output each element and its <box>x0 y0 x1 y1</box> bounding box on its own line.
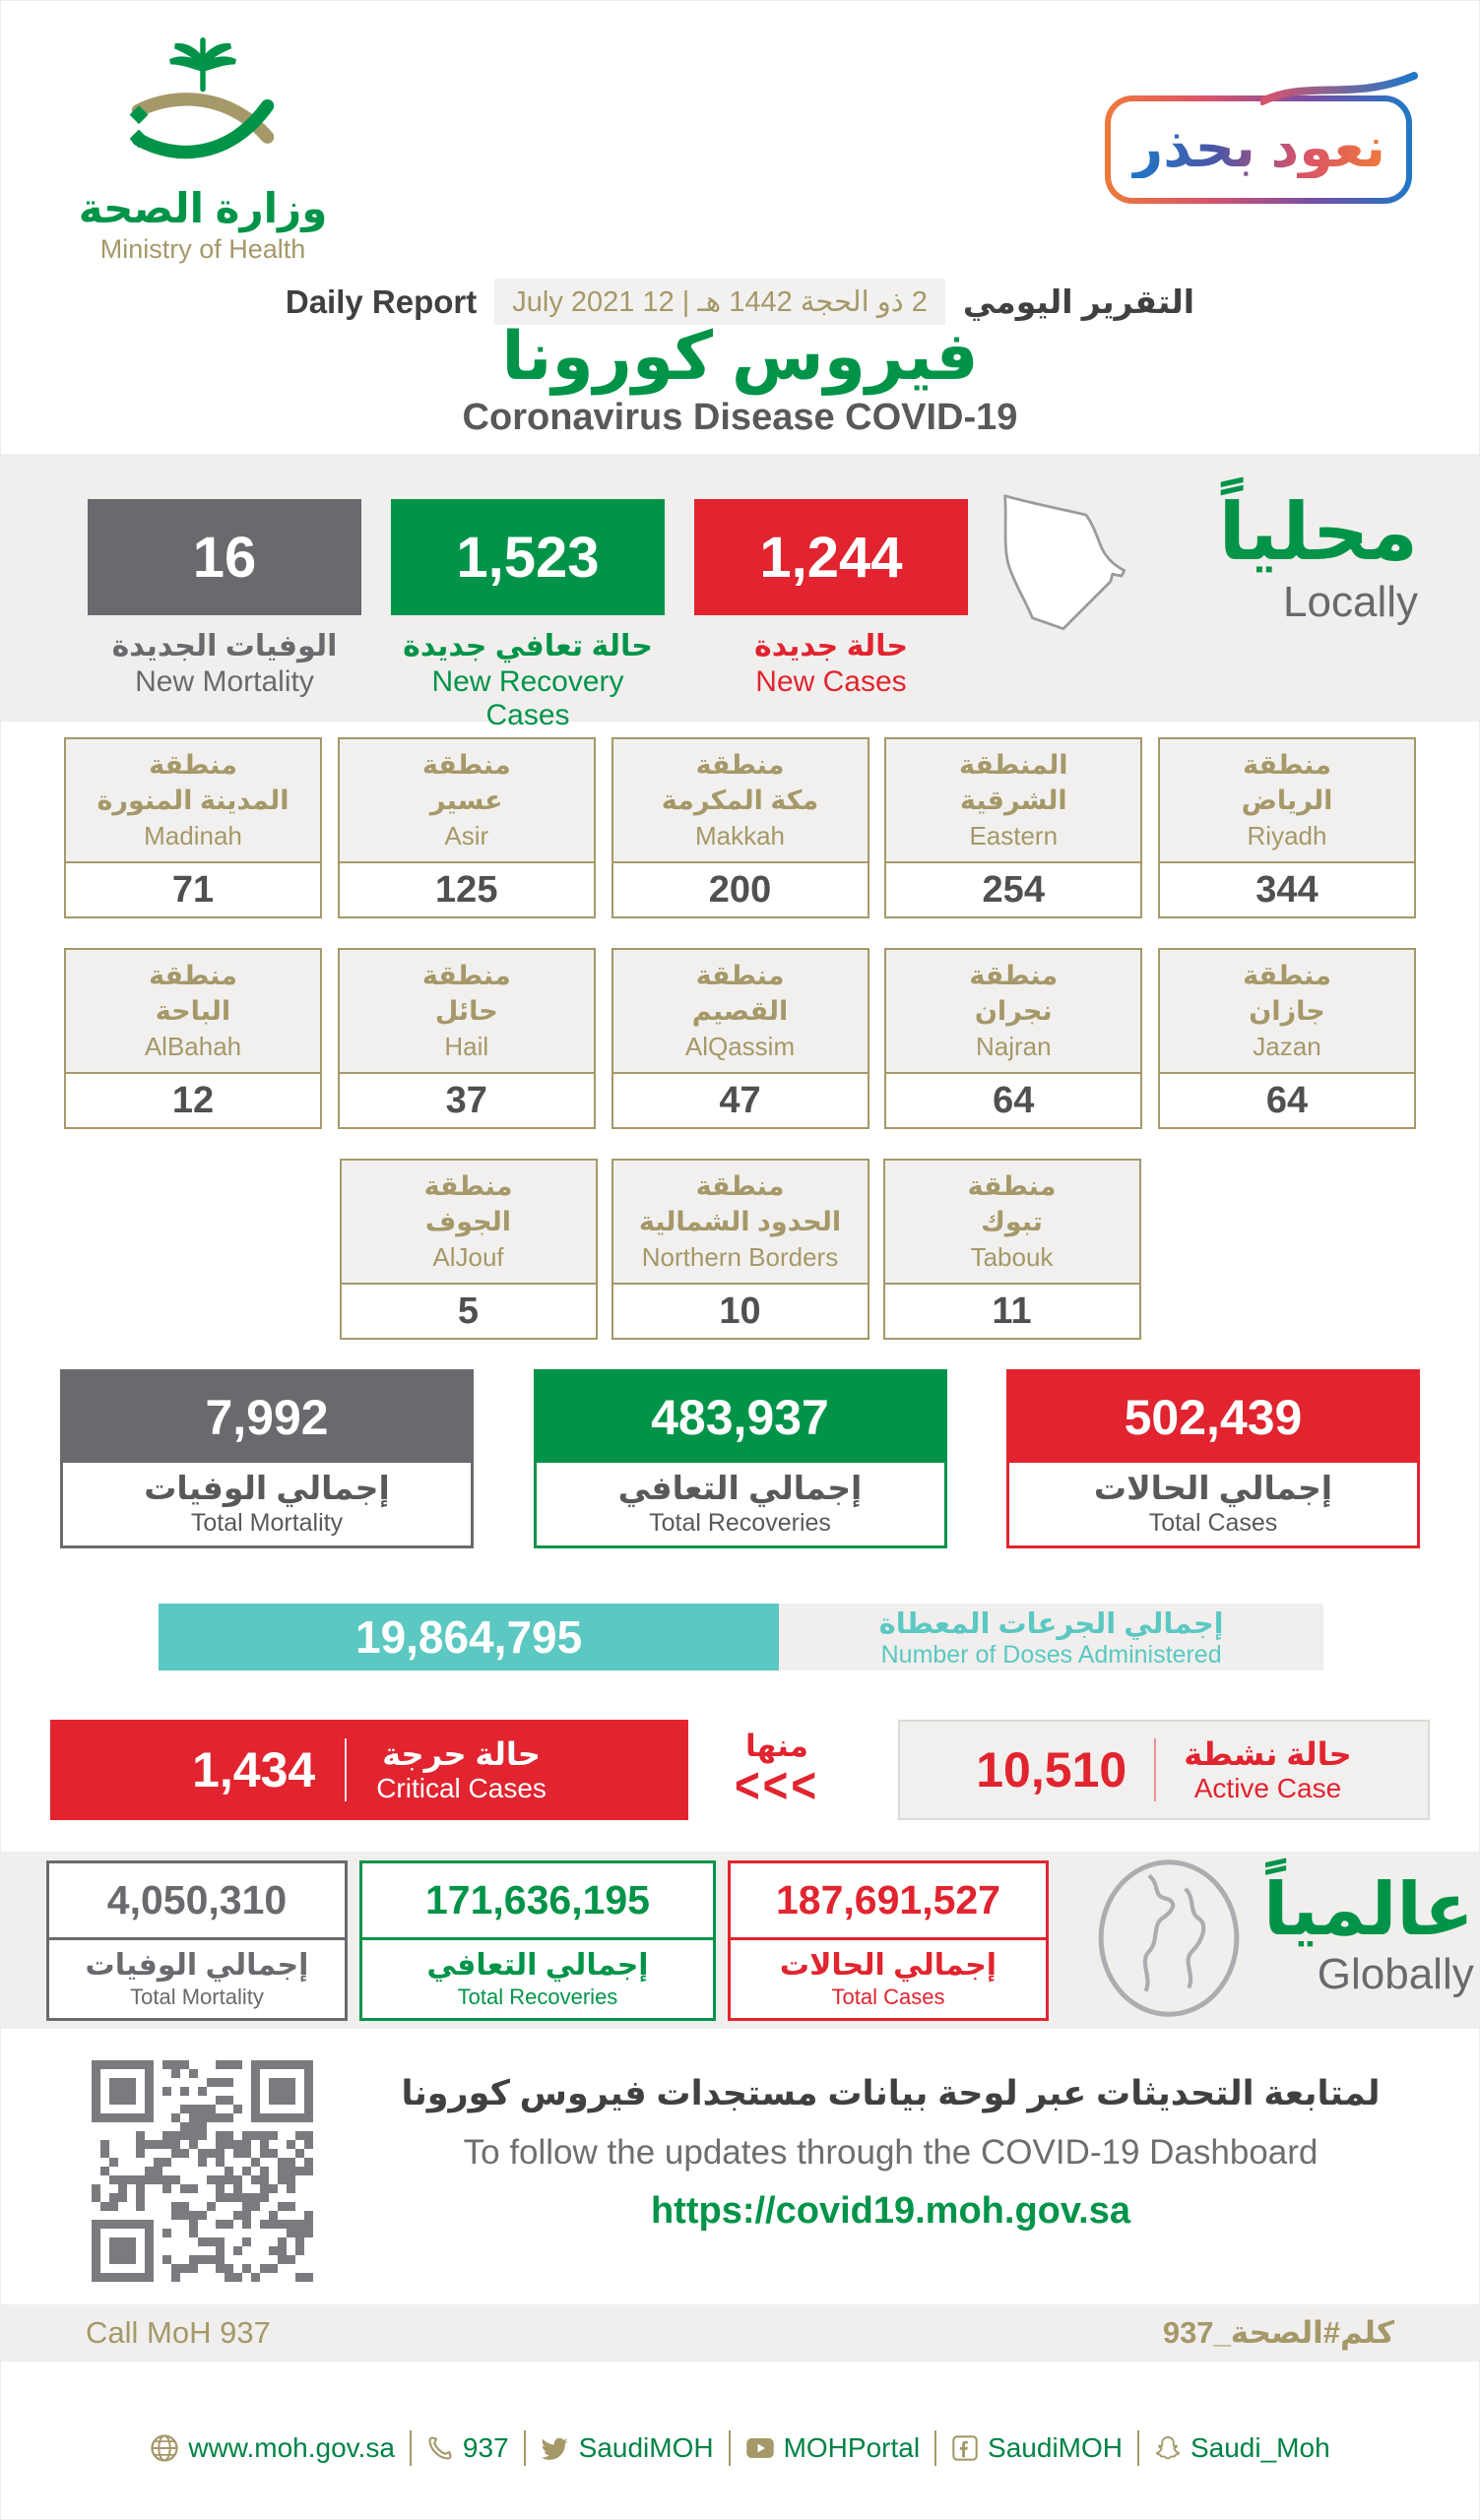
region-new-cases-value: 125 <box>435 868 498 911</box>
region-card <box>338 948 596 1129</box>
facebook-label: SaudiMOH <box>988 2432 1123 2463</box>
critical-cases-label-english: Critical Cases <box>376 1773 547 1803</box>
region-name-arabic: منطقة حائل <box>421 961 511 1027</box>
call-moh-label: Call MoH 937 <box>86 2315 271 2350</box>
region-name-english: AlJouf <box>432 1241 504 1272</box>
region-card-header <box>886 739 1140 863</box>
logo-title-arabic: وزارة الصحة <box>78 185 328 231</box>
global-total-label-arabic: إجمالي الوفيات <box>85 1948 309 1982</box>
region-new-cases-value: 11 <box>992 1290 1032 1332</box>
global-total-value: 171,636,195 <box>362 1863 713 1940</box>
globally-heading <box>1263 1868 1474 2007</box>
critical-cases-labels <box>376 1735 547 1804</box>
twitter-label: SaudiMOH <box>578 2432 714 2463</box>
region-card-header <box>340 739 594 863</box>
footer-links <box>1 2430 1479 2466</box>
regions-row-1 <box>64 737 1416 918</box>
global-boxes <box>46 1860 1049 2021</box>
local-stat-label-english: New Recovery Cases <box>431 665 624 731</box>
global-total-label-arabic: إجمالي التعافي <box>426 1948 649 1982</box>
region-name-english: Northern Borders <box>641 1241 839 1272</box>
page-title-arabic: فيروس كورونا <box>501 319 979 394</box>
moh-palm-swords-icon <box>119 34 287 182</box>
region-new-cases-value: 10 <box>719 1290 761 1332</box>
region-name-arabic: منطقة عسير <box>421 750 511 816</box>
local-stat-card <box>694 499 968 722</box>
region-new-cases-value: 254 <box>982 868 1045 911</box>
global-total-label-english: Total Mortality <box>130 1984 264 2009</box>
critical-cases-label-arabic: حالة حرجة <box>382 1736 541 1772</box>
region-card-header <box>613 1161 868 1285</box>
report-label-english: Daily Report <box>285 283 478 320</box>
region-card <box>1158 737 1416 918</box>
total-card <box>534 1369 947 1548</box>
global-total-label-english: Total Recoveries <box>457 1984 618 2009</box>
region-card-header <box>885 1161 1139 1285</box>
region-card <box>884 948 1142 1129</box>
global-total-card <box>46 1860 348 2021</box>
website-link[interactable] <box>150 2432 395 2464</box>
moh-logo <box>75 34 331 265</box>
youtube-label: MOHPortal <box>783 2432 921 2463</box>
chevrons-left-icon: <<< <box>734 1758 820 1814</box>
local-stat-card <box>88 499 361 722</box>
qr-code <box>92 2060 316 2285</box>
region-name-arabic: منطقة الحدود الشمالية <box>638 1171 842 1237</box>
youtube-icon <box>745 2435 775 2461</box>
logo-title-english: Ministry of Health <box>99 234 306 264</box>
global-total-value: 4,050,310 <box>49 1863 345 1940</box>
snapchat-label: Saudi_Moh <box>1190 2432 1330 2463</box>
total-card <box>60 1369 474 1548</box>
globally-heading-english: Globally <box>1317 1950 1474 1998</box>
region-new-cases-value: 12 <box>171 1079 215 1121</box>
region-name-arabic: منطقة الجوف <box>423 1171 513 1237</box>
doses-label-english: Number of Doses Administered <box>880 1641 1222 1669</box>
region-card <box>884 737 1142 918</box>
global-total-card <box>359 1860 716 2021</box>
region-name-arabic: منطقة مكة المكرمة <box>661 750 819 816</box>
local-stat-value: 1,244 <box>694 499 968 615</box>
total-label-english: Total Cases <box>1148 1509 1278 1537</box>
region-new-cases-value: 71 <box>171 868 215 911</box>
region-card <box>64 948 322 1129</box>
region-name-arabic: منطقة جازان <box>1243 961 1331 1027</box>
region-card <box>611 948 869 1129</box>
region-card-header <box>66 950 320 1074</box>
snapchat-icon <box>1154 2434 1182 2462</box>
region-name-arabic: منطقة الباحة <box>149 961 237 1027</box>
badge-text: نعود بحذر <box>1130 116 1385 178</box>
header <box>1 1 1479 454</box>
region-name-arabic: منطقة تبوك <box>967 1171 1057 1237</box>
region-card <box>883 1159 1141 1340</box>
local-stat-label-english: New Mortality <box>135 665 314 698</box>
global-total-label-english: Total Cases <box>831 1984 945 2009</box>
region-name-arabic: منطقة المدينة المنورة <box>97 750 290 816</box>
globally-heading-arabic: عالمياً <box>1263 1868 1474 1950</box>
region-card-header <box>1160 739 1414 863</box>
active-cases-labels <box>1184 1735 1352 1804</box>
active-cases-label-arabic: حالة نشطة <box>1184 1736 1352 1772</box>
divider <box>1154 1738 1156 1801</box>
local-totals-row <box>1 1369 1479 1548</box>
region-card-header <box>613 950 868 1074</box>
local-stat-label-english: New Cases <box>755 665 907 698</box>
facebook-link[interactable] <box>951 2432 1123 2464</box>
critical-active-row <box>50 1720 1430 1820</box>
global-total-card <box>728 1860 1049 2021</box>
region-card-header <box>886 950 1140 1074</box>
region-name-english: Madinah <box>144 820 242 850</box>
region-card-header <box>613 739 868 863</box>
separator <box>1137 2430 1139 2466</box>
globe-icon <box>150 2433 179 2463</box>
regions-grid <box>1 722 1479 1340</box>
separator <box>524 2430 526 2466</box>
region-new-cases-value: 64 <box>993 1079 1035 1121</box>
doses-label <box>779 1604 1323 1670</box>
region-card <box>64 737 322 918</box>
region-name-arabic: منطقة الرياض <box>1241 750 1333 816</box>
region-name-english: Makkah <box>694 820 786 850</box>
local-stat-label-arabic: حالة جديدة <box>754 630 908 662</box>
region-card <box>611 1159 869 1340</box>
region-name-english: Najran <box>975 1031 1052 1061</box>
region-name-english: Eastern <box>969 820 1059 850</box>
total-value: 483,937 <box>537 1372 944 1463</box>
region-new-cases-value: 200 <box>708 868 772 911</box>
region-card <box>338 737 596 918</box>
local-stat-value: 16 <box>88 499 361 615</box>
twitter-link[interactable] <box>541 2432 714 2464</box>
doses-value: 19,864,795 <box>159 1604 779 1670</box>
report-label-arabic: التقرير اليومي <box>962 284 1195 320</box>
local-stat-label-arabic: حالة تعافي جديدة <box>403 630 653 662</box>
twitter-icon <box>541 2433 570 2463</box>
phone-icon <box>426 2434 454 2462</box>
total-card <box>1006 1369 1420 1548</box>
globally-section <box>1 1852 1479 2029</box>
separator <box>934 2430 936 2466</box>
doses-label-arabic: إجمالي الجرعات المعطاة <box>878 1608 1224 1640</box>
dashboard-text <box>346 2074 1436 2233</box>
total-label-arabic: إجمالي التعافي <box>617 1470 863 1506</box>
regions-row-2 <box>64 948 1416 1129</box>
report-date: 2 ذو الحجة 1442 هـ | 12 July 2021 <box>494 279 945 325</box>
dashboard-line-arabic: لمتابعة التحديثات عبر لوحة بيانات مستجدات فيروس كورونا <box>401 2074 1381 2112</box>
youtube-link[interactable] <box>745 2432 920 2464</box>
region-name-english: Asir <box>444 820 489 850</box>
phone-link[interactable] <box>426 2432 509 2464</box>
region-name-english: AlBahah <box>144 1031 242 1061</box>
total-label-arabic: إجمالي الوفيات <box>144 1470 390 1506</box>
region-name-arabic: منطقة نجران <box>969 961 1059 1027</box>
return-with-caution-badge <box>1105 95 1412 204</box>
region-name-english: Tabouk <box>970 1241 1054 1272</box>
local-stat-value: 1,523 <box>391 499 665 615</box>
region-name-arabic: منطقة القصيم <box>691 961 789 1027</box>
region-card <box>1158 948 1416 1129</box>
region-new-cases-value: 64 <box>1265 1079 1309 1121</box>
saudi-arabia-map-icon <box>976 480 1158 655</box>
region-name-arabic: المنطقة الشرقية <box>958 750 1068 816</box>
total-label-arabic: إجمالي الحالات <box>1093 1470 1333 1506</box>
critical-cases-value: 1,434 <box>192 1742 316 1797</box>
active-cases-card <box>898 1720 1430 1820</box>
hashtag-arabic: كلم#الصحة_937 <box>1162 2315 1394 2350</box>
region-new-cases-value: 5 <box>457 1290 480 1332</box>
website-label: www.moh.gov.sa <box>188 2432 395 2463</box>
locally-heading-english: Locally <box>1283 578 1418 626</box>
region-card <box>340 1159 598 1340</box>
region-card-header <box>340 950 594 1074</box>
regions-row-3 <box>64 1159 1416 1340</box>
local-stat-card <box>391 499 665 731</box>
of-which-word: منها <box>745 1729 808 1763</box>
total-value: 502,439 <box>1009 1372 1417 1463</box>
snapchat-link[interactable] <box>1154 2432 1330 2464</box>
region-new-cases-value: 37 <box>445 1079 487 1121</box>
badge-swoosh-icon <box>1260 72 1418 105</box>
total-label-english: Total Mortality <box>190 1509 344 1537</box>
doses-administered-bar <box>159 1604 1323 1670</box>
dashboard-section <box>1 2058 1479 2304</box>
facebook-icon <box>951 2434 979 2462</box>
global-total-value: 187,691,527 <box>731 1863 1046 1940</box>
local-stat-label-arabic: الوفيات الجديدة <box>111 630 338 662</box>
region-name-english: Riyadh <box>1247 820 1327 850</box>
active-cases-value: 10,510 <box>976 1742 1127 1797</box>
locally-heading-arabic: محلياً <box>1218 488 1418 576</box>
locally-heading <box>1218 488 1418 627</box>
page-title-english: Coronavirus Disease COVID-19 <box>462 397 1018 438</box>
region-new-cases-value: 47 <box>719 1079 761 1121</box>
critical-cases-card <box>50 1720 688 1820</box>
region-name-english: Hail <box>444 1031 489 1061</box>
divider <box>345 1738 347 1801</box>
phone-label: 937 <box>462 2432 509 2463</box>
region-card-header <box>1160 950 1414 1074</box>
region-new-cases-value: 344 <box>1255 868 1319 911</box>
total-label-english: Total Recoveries <box>649 1509 831 1537</box>
region-card-header <box>342 1161 596 1285</box>
region-card-header <box>66 739 320 863</box>
separator <box>729 2430 731 2466</box>
dashboard-url-link[interactable]: https://covid19.moh.gov.sa <box>650 2190 1131 2232</box>
dashboard-line-english: To follow the updates through the COVID-19 Dashboard <box>463 2133 1319 2172</box>
region-name-english: Jazan <box>1253 1031 1321 1061</box>
hashtag-band <box>1 2304 1479 2362</box>
region-card <box>611 737 869 918</box>
globe-icon <box>1086 1856 1252 2026</box>
region-name-english: AlQassim <box>684 1031 796 1061</box>
active-cases-label-english: Active Case <box>1193 1773 1342 1803</box>
separator <box>410 2430 412 2466</box>
of-which-connector <box>688 1729 866 1814</box>
global-total-label-arabic: إجمالي الحالات <box>779 1948 997 1982</box>
total-value: 7,992 <box>63 1372 471 1463</box>
